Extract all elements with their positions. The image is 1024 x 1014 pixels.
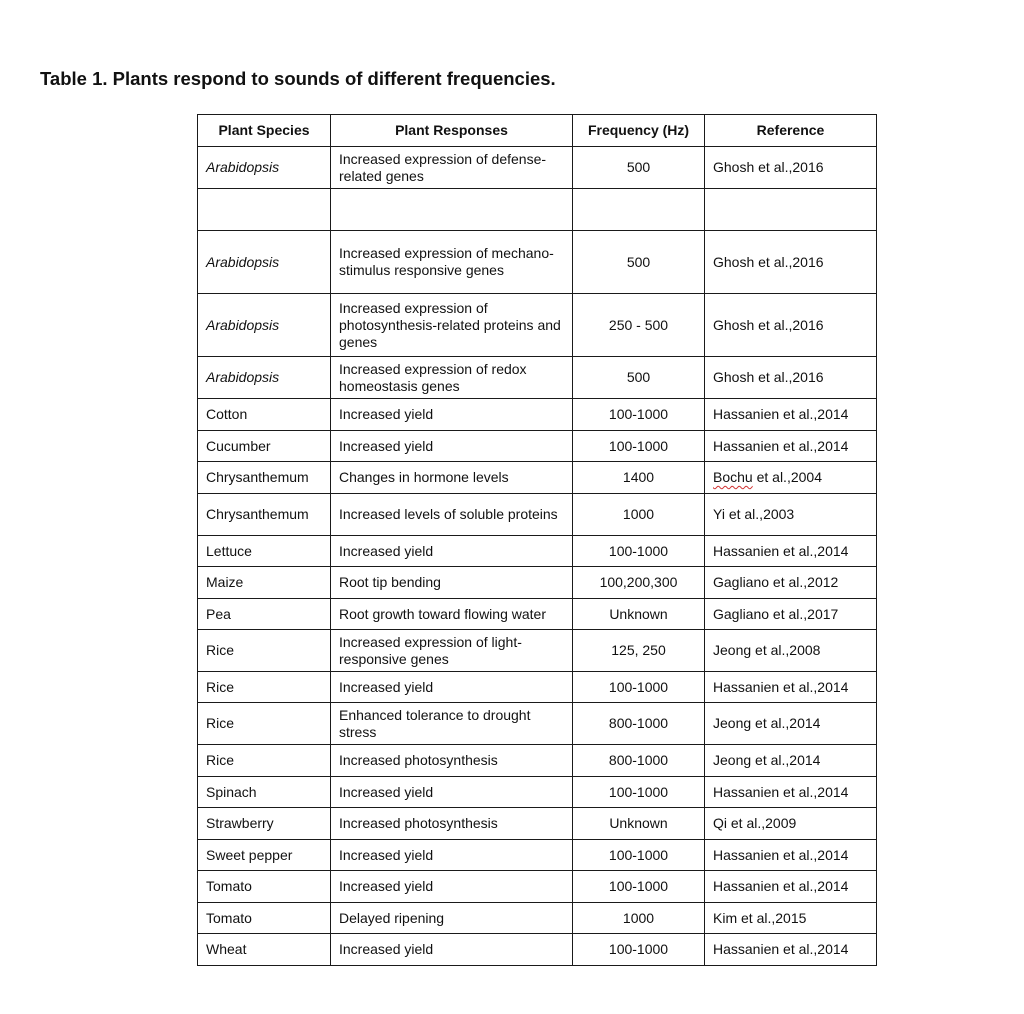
cell-frequency: 100-1000 [573, 840, 705, 871]
reference-author: Jeong [713, 715, 752, 731]
cell-plant-response: Root tip bending [331, 567, 573, 599]
cell-reference [705, 630, 877, 672]
reference-author: Gagliano [713, 574, 770, 590]
cell-plant-species: Rice [198, 672, 331, 703]
cell-frequency: 800-1000 [573, 703, 705, 745]
cell-plant-species: Rice [198, 703, 331, 745]
cell-frequency: 1000 [573, 494, 705, 536]
cell-frequency: 800-1000 [573, 745, 705, 777]
cell-frequency: 500 [573, 147, 705, 189]
table-title: Table 1. Plants respond to sounds of different frequencies. [40, 68, 556, 89]
reference-author: Yi [713, 506, 725, 522]
cell-plant-species: Tomato [198, 903, 331, 934]
cell-plant-response: Changes in hormone levels [331, 462, 573, 494]
reference-year: et al.,2016 [754, 316, 824, 333]
reference-year: et al.,2014 [751, 715, 821, 731]
cell-plant-response: Increased photosynthesis [331, 745, 573, 777]
table-row [198, 567, 877, 599]
cell-reference [705, 672, 877, 703]
table-row [198, 294, 877, 357]
cell-plant-response: Increased yield [331, 777, 573, 808]
header-plant-responses: Plant Responses [331, 115, 573, 147]
cell-reference [705, 934, 877, 966]
reference-author: Hassanien [713, 437, 780, 454]
plant-sound-table [197, 114, 877, 966]
cell-plant-response: Delayed ripening [331, 903, 573, 934]
cell-plant-response [331, 189, 573, 231]
cell-plant-response: Increased yield [331, 672, 573, 703]
reference-author: Hassanien [713, 941, 780, 957]
cell-plant-response: Increased yield [331, 399, 573, 431]
reference-year: et al.,2004 [752, 469, 822, 485]
reference-year: et al.,2016 [754, 253, 824, 270]
cell-reference [705, 431, 877, 462]
table-row [198, 147, 877, 189]
reference-year: et al.,2015 [737, 909, 807, 926]
cell-frequency: Unknown [573, 808, 705, 840]
reference-author: Jeong [713, 642, 752, 658]
cell-plant-response: Increased expression of redox homeostasis genes [331, 357, 573, 399]
reference-year: et al.,2014 [751, 752, 821, 768]
cell-reference [705, 777, 877, 808]
reference-year: et al.,2008 [751, 642, 821, 658]
reference-year: et al.,2016 [754, 159, 824, 175]
reference-year: et al.,2016 [754, 369, 824, 385]
table-row [198, 871, 877, 903]
reference-year: et al.,2014 [779, 878, 849, 894]
reference-author: Hassanien [713, 878, 780, 894]
cell-plant-species: Tomato [198, 871, 331, 903]
cell-plant-species: Cotton [198, 399, 331, 431]
cell-plant-species: Pea [198, 599, 331, 630]
cell-plant-response: Increased expression of light-responsive genes [331, 630, 573, 672]
header-reference: Reference [705, 115, 877, 147]
table-row [198, 808, 877, 840]
reference-year: et al.,2017 [769, 605, 839, 622]
reference-author: Jeong [713, 752, 752, 768]
cell-plant-species: Arabidopsis [198, 357, 331, 399]
cell-reference [705, 494, 877, 536]
cell-reference [705, 840, 877, 871]
reference-author: Ghosh [713, 253, 755, 270]
reference-author: Bochu [713, 469, 753, 485]
cell-frequency: 500 [573, 357, 705, 399]
header-plant-species: Plant Species [198, 115, 331, 147]
cell-frequency: 500 [573, 231, 705, 294]
cell-frequency: 100-1000 [573, 934, 705, 966]
cell-plant-species: Rice [198, 745, 331, 777]
table-row [198, 399, 877, 431]
cell-plant-response: Increased yield [331, 871, 573, 903]
table-body [198, 147, 877, 966]
reference-author: Hassanien [713, 846, 780, 863]
cell-plant-response: Increased expression of mechano-stimulus responsive genes [331, 231, 573, 294]
reference-year: et al.,2014 [779, 437, 849, 454]
cell-frequency: Unknown [573, 599, 705, 630]
cell-frequency: 100,200,300 [573, 567, 705, 599]
table-header [198, 115, 877, 147]
cell-plant-species: Sweet pepper [198, 840, 331, 871]
cell-reference [705, 871, 877, 903]
cell-plant-response: Increased yield [331, 934, 573, 966]
cell-reference [705, 703, 877, 745]
cell-reference [705, 536, 877, 567]
cell-reference [705, 147, 877, 189]
cell-reference [705, 808, 877, 840]
table-row [198, 840, 877, 871]
reference-year: et al.,2014 [779, 542, 849, 559]
cell-plant-response: Increased photosynthesis [331, 808, 573, 840]
cell-plant-response: Increased expression of defense-related genes [331, 147, 573, 189]
reference-author: Hassanien [713, 678, 780, 695]
cell-plant-species: Arabidopsis [198, 231, 331, 294]
reference-year: et al.,2014 [779, 406, 849, 422]
reference-author: Ghosh [713, 369, 755, 385]
header-row [198, 115, 877, 147]
cell-reference [705, 903, 877, 934]
cell-plant-species: Chrysanthemum [198, 494, 331, 536]
cell-plant-response: Increased levels of soluble proteins [331, 494, 573, 536]
cell-frequency [573, 189, 705, 231]
table-row [198, 462, 877, 494]
cell-plant-response: Enhanced tolerance to drought stress [331, 703, 573, 745]
cell-frequency: 100-1000 [573, 777, 705, 808]
cell-reference [705, 231, 877, 294]
cell-reference [705, 745, 877, 777]
cell-reference [705, 462, 877, 494]
cell-frequency: 100-1000 [573, 536, 705, 567]
reference-year: et al.,2014 [779, 846, 849, 863]
table-row [198, 536, 877, 567]
reference-author: Hassanien [713, 406, 780, 422]
cell-plant-species: Rice [198, 630, 331, 672]
table-row [198, 599, 877, 630]
table-row [198, 231, 877, 294]
cell-plant-species: Chrysanthemum [198, 462, 331, 494]
cell-frequency: 250 - 500 [573, 294, 705, 357]
cell-plant-response: Root growth toward flowing water [331, 599, 573, 630]
cell-reference [705, 567, 877, 599]
reference-author: Gagliano [713, 605, 770, 622]
table-row [198, 630, 877, 672]
table-row [198, 431, 877, 462]
cell-plant-species: Arabidopsis [198, 147, 331, 189]
cell-frequency: 100-1000 [573, 431, 705, 462]
reference-year: et al.,2014 [779, 783, 849, 800]
cell-frequency: 1000 [573, 903, 705, 934]
table-row [198, 703, 877, 745]
table-row [198, 777, 877, 808]
reference-year: et al.,2009 [727, 815, 797, 831]
cell-plant-species: Cucumber [198, 431, 331, 462]
reference-year: et al.,2003 [724, 506, 795, 522]
table-row [198, 934, 877, 966]
cell-plant-response: Increased expression of photosynthesis-related proteins and genes [331, 294, 573, 357]
cell-plant-response: Increased yield [331, 840, 573, 871]
cell-reference [705, 294, 877, 357]
table-row [198, 745, 877, 777]
table-row [198, 357, 877, 399]
reference-year: et al.,2014 [779, 678, 849, 695]
cell-frequency: 100-1000 [573, 672, 705, 703]
cell-plant-species: Lettuce [198, 536, 331, 567]
reference-author: Ghosh [713, 159, 755, 175]
cell-frequency: 100-1000 [573, 871, 705, 903]
table-row [198, 672, 877, 703]
cell-reference [705, 189, 877, 231]
cell-plant-species [198, 189, 331, 231]
cell-frequency: 125, 250 [573, 630, 705, 672]
cell-reference [705, 357, 877, 399]
table-row [198, 903, 877, 934]
cell-plant-species: Strawberry [198, 808, 331, 840]
cell-reference [705, 599, 877, 630]
cell-plant-species: Spinach [198, 777, 331, 808]
reference-year: et al.,2014 [779, 941, 849, 957]
reference-author: Hassanien [713, 542, 780, 559]
cell-frequency: 1400 [573, 462, 705, 494]
reference-author: Ghosh [713, 316, 755, 333]
reference-author: Qi [713, 815, 727, 831]
reference-author: Hassanien [713, 783, 780, 800]
table-row [198, 494, 877, 536]
cell-plant-species: Maize [198, 567, 331, 599]
reference-year: et al.,2012 [769, 574, 839, 590]
cell-plant-species: Wheat [198, 934, 331, 966]
cell-reference [705, 399, 877, 431]
cell-plant-response: Increased yield [331, 431, 573, 462]
cell-plant-species: Arabidopsis [198, 294, 331, 357]
cell-frequency: 100-1000 [573, 399, 705, 431]
reference-author: Kim [713, 909, 738, 926]
table-row [198, 189, 877, 231]
cell-plant-response: Increased yield [331, 536, 573, 567]
header-frequency: Frequency (Hz) [573, 115, 705, 147]
